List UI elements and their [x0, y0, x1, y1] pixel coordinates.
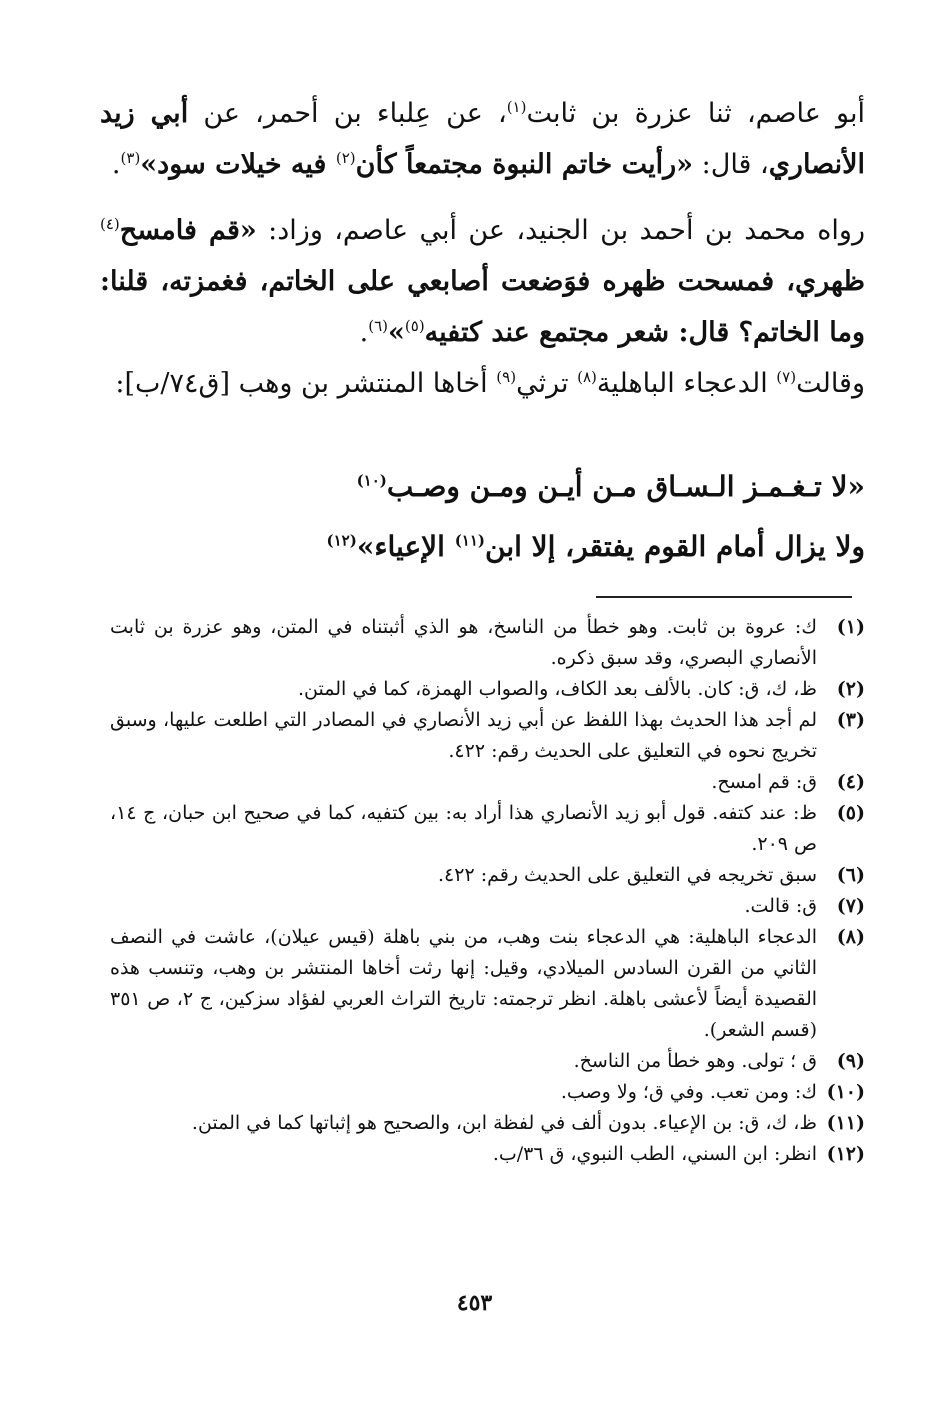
footnote-text: ق ؛ تولى. وهو خطأ من الناسخ. — [573, 1050, 817, 1072]
footnote-9 — [110, 1046, 865, 1077]
verse-line-1 — [357, 470, 865, 503]
footnote-text: ظ: عند كتفه. قول أبو زيد الأنصاري هذا أراد به: بين كتفيه، كما في صحيح ابن حبان، ج ١٤، ص ٢٠٩. — [110, 802, 817, 855]
hadith-quote: فيه خيلات سود» — [140, 149, 336, 180]
paragraph-3 — [100, 358, 865, 409]
footnote-1 — [110, 612, 865, 674]
footnote-number: (٨) — [836, 926, 865, 948]
footnote-ref: (١٠) — [356, 471, 387, 490]
footnote-8 — [110, 922, 865, 1046]
page-number: ٤٥٣ — [456, 1290, 493, 1316]
paragraph-2 — [100, 205, 865, 358]
footnote-number: (٦) — [836, 864, 865, 886]
footnote-number: (٩) — [836, 1050, 865, 1072]
footnote-number: (٣) — [836, 709, 865, 731]
text-span: ترثي — [516, 368, 578, 399]
text-span: رواه محمد بن أحمد بن الجنيد، عن أبي عاصم، وزاد: — [256, 215, 865, 246]
footnote-3 — [110, 705, 865, 767]
verse-line-2 — [326, 530, 865, 563]
footnote-number: (١١) — [826, 1112, 865, 1134]
footnote-number: (٤) — [836, 771, 865, 793]
text-bold: أبي زيد الأنصاري — [100, 98, 865, 180]
footnote-text: انظر: ابن السني، الطب النبوي، ق ٣٦/ب. — [492, 1143, 817, 1165]
footnote-text: ك: ومن تعب. وفي ق؛ ولا وصب. — [560, 1081, 817, 1103]
footnote-number: (١٢) — [826, 1143, 865, 1165]
footnote-number: (٧) — [836, 895, 865, 917]
footnote-text: ق: قالت. — [744, 895, 817, 917]
footnote-text: الدعجاء الباهلية: هي الدعجاء بنت وهب، من بني باهلة (قيس عيلان)، عاشت في النصف الثاني من القرن السادس الميلادي، وقيل: إنها رثت أخاها المنتشر بن وهب، وتنسب هذه القصيدة أيضاً لأعشى باهلة. انظر ترجمته: تاريخ التراث العربي لفؤاد سزكين، ج ٢، ص ٣٥١ (قسم الشعر). — [110, 926, 818, 1041]
footnote-ref: (٥) — [404, 317, 425, 335]
footnote-ref: (٦) — [368, 317, 389, 335]
paragraph-1 — [100, 88, 865, 190]
footnote-text: ظ، ك، ق: كان. بالألف بعد الكاف، والصواب الهمزة، كما في المتن. — [298, 678, 817, 700]
verse-text: ولا يزال أمام القوم يفتقر، إلا ابن — [485, 530, 865, 563]
footnote-text: ك: عروة بن ثابت. وهو خطأ من الناسخ، هو الذي أثبتناه في المتن، وهو عزرة بن ثابت الأنصاري البصري، وقد سبق ذكره. — [110, 616, 817, 669]
footnote-5 — [110, 798, 865, 860]
hadith-quote: » — [388, 317, 405, 348]
footnote-text: ق: قم امسح. — [711, 771, 817, 793]
verse-text: «لا تـغـمـز الـسـاق مـن أيـن ومـن وصـب — [386, 470, 865, 503]
text-span: . — [111, 149, 121, 180]
footnote-number: (٥) — [836, 802, 865, 824]
footnote-12 — [110, 1139, 865, 1170]
hadith-quote: «قم فامسح — [119, 215, 257, 246]
text-span: وقالت — [796, 368, 865, 399]
text-span: أبو عاصم، ثنا عزرة بن ثابت — [526, 98, 865, 129]
verse-text: الإعياء» — [356, 530, 455, 563]
footnote-6 — [110, 860, 865, 891]
footnote-ref: (٢) — [335, 149, 356, 167]
footnote-text: لم أجد هذا الحديث بهذا اللفظ عن أبي زيد الأنصاري في المصادر التي اطلعت عليها، وسبق تخريج نحوه في التعليق على الحديث رقم: ٤٢٢. — [110, 709, 817, 762]
footnote-ref: (٨) — [577, 368, 597, 386]
hadith-quote: «رأيت خاتم النبوة مجتمعاً كأن — [355, 149, 694, 180]
text-span: الدعجاء الباهلية — [596, 368, 777, 399]
footnote-ref: (١١) — [454, 531, 486, 550]
footnote-11 — [110, 1108, 865, 1139]
footnote-number: (٢) — [836, 678, 865, 700]
footnote-ref: (٧) — [776, 368, 797, 386]
footnote-ref: (٣) — [120, 149, 141, 167]
footnote-2 — [110, 674, 865, 705]
footnote-ref: (١٢) — [326, 531, 357, 550]
footnote-10 — [110, 1077, 865, 1108]
footnote-7 — [110, 891, 865, 922]
text-span: . — [359, 317, 369, 348]
text-span: ، قال: — [693, 149, 769, 180]
footnote-ref: (٩) — [496, 368, 517, 386]
footnote-ref: (١) — [506, 98, 527, 116]
footnote-text: سبق تخريجه في التعليق على الحديث رقم: ٤٢٢. — [438, 864, 817, 886]
footnote-ref: (٤) — [100, 215, 120, 233]
hadith-quote: ظهري، فمسحت ظهره فوَضعت أصابعي على الخاتم، فغمزته، قلنا: وما الخاتم؟ قال: شعر مجتمع عند كتفيه — [100, 266, 865, 348]
footnote-text: ظ، ك، ق: بن الإعياء. بدون ألف في لفظة ابن، والصحيح هو إثباتها كما في المتن. — [191, 1112, 817, 1134]
footnote-number: (١٠) — [826, 1081, 865, 1103]
footnotes — [110, 612, 865, 1170]
footnote-number: (١) — [836, 616, 865, 638]
footnote-divider — [596, 596, 852, 598]
text-span: ، عن عِلباء بن أحمر، عن — [188, 98, 507, 129]
footnote-4 — [110, 767, 865, 798]
text-span: أخاها المنتشر بن وهب [ق٧٤/ب]: — [115, 368, 497, 399]
